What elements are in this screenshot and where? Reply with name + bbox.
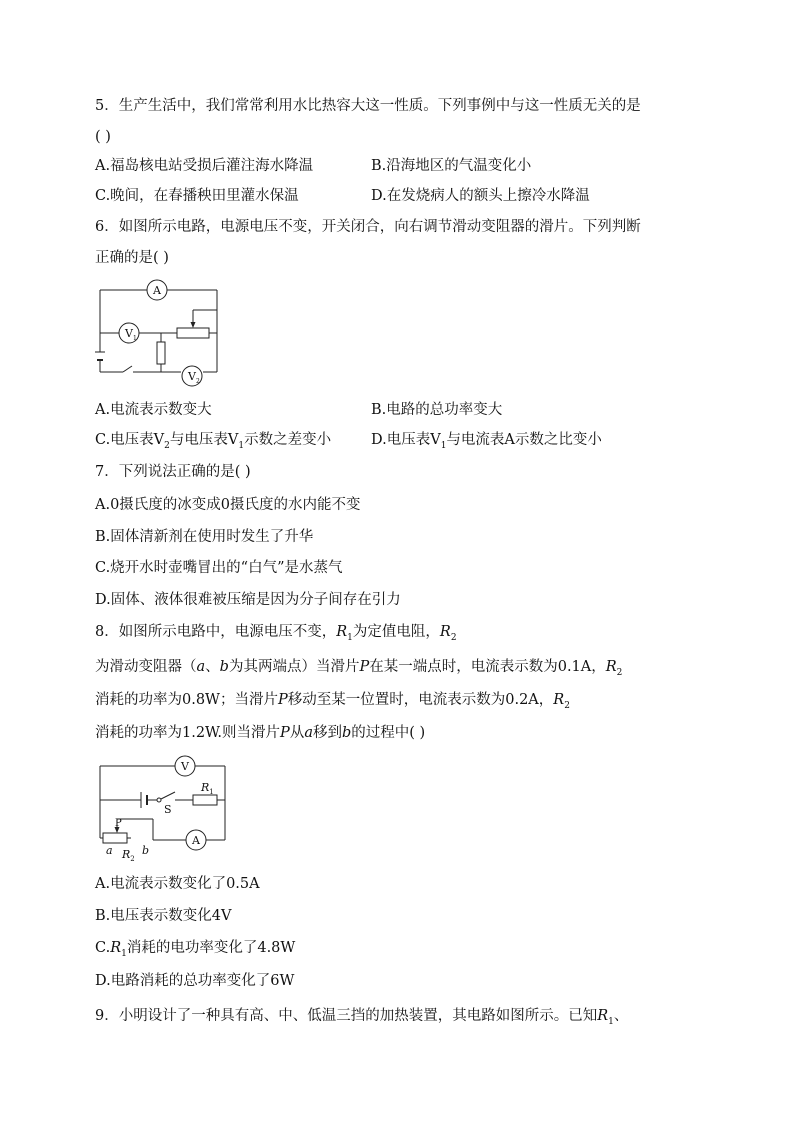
svg-text:R2 (121, 848, 135, 863)
q6-option-c: C.电压表$V_2$与电压表$V_1$示数之差变小 (95, 432, 332, 451)
q9-stem: 9．小明设计了一种具有高、中、低温三挡的加热装置，其电路如图所示。已知$R_1$、 (95, 1008, 629, 1027)
q8-option-d: D.电路消耗的总功率变化了6W (95, 973, 295, 989)
q8-end-b-label: b (142, 844, 150, 857)
svg-text:R1 (200, 781, 214, 796)
q8-circuit-diagram (95, 754, 235, 866)
q8-stem-line1: 8．如图所示电路中，电源电压不变，$R_1$为定值电阻，$R_2$ (95, 624, 457, 643)
q8-r1-sub: 1 (209, 788, 214, 796)
q7-option-b: B.固体清新剂在使用时发生了升华 (95, 529, 314, 545)
q5-blank: ( ) (95, 129, 111, 145)
q7-option-d: D.固体、液体很难被压缩是因为分子间存在引力 (95, 592, 401, 608)
q6-option-d: D.电压表$V_1$与电流表A示数之比变小 (371, 432, 602, 451)
q6-option-a: A.电流表示数变大 (95, 402, 212, 418)
q6-v1-sub: 1 (132, 335, 137, 342)
q6-option-b: B.电路的总功率变大 (371, 402, 503, 418)
q6-v2-label: V (188, 370, 196, 383)
q8-switch-label: S (164, 803, 172, 816)
q6-stem-line1: 6．如图所示电路，电源电压不变，开关闭合，向右调节滑动变阻器的滑片。下列判断 (95, 219, 641, 235)
q6-v1-label: V (125, 327, 133, 340)
q8-option-c: $C.R_1$消耗的电功率变化了4.8W (95, 940, 296, 959)
q6-rheostat (177, 328, 209, 338)
q8-r2-label: R (122, 848, 131, 861)
q8-option-a: A.电流表示数变化了0.5A (95, 876, 260, 892)
q5-option-d: D.在发烧病人的额头上擦冷水降温 (371, 188, 590, 204)
q5-option-b: B.沿海地区的气温变化小 (371, 158, 532, 174)
q8-voltmeter-label: V (181, 760, 189, 773)
q8-end-a-label: a (106, 844, 113, 857)
svg-text:V1 (124, 327, 137, 342)
q5-option-c: C.晚间，在春播秧田里灌水保温 (95, 188, 299, 204)
q8-slider-label: P (115, 818, 122, 829)
q6-stem-line2: 正确的是( ) (95, 250, 169, 266)
q6-v2-sub: 2 (195, 378, 200, 385)
q8-stem-line4: 消耗的功率为1.2W.则当滑片P从a移到b的过程中( ) (95, 725, 426, 741)
q7-option-c: C.烧开水时壶嘴冒出的“白气”是水蒸气 (95, 560, 343, 576)
q7-option-a: A.0摄氏度的冰变成0摄氏度的水内能不变 (95, 497, 361, 513)
q8-resistor-r1 (193, 795, 217, 805)
q6-circuit-diagram (95, 276, 225, 391)
q6-fixed-resistor (157, 342, 165, 364)
q8-r1-label: R (201, 781, 210, 794)
q8-stem-line3: 消耗的功率为0.8W；当滑片P移动至某一位置时，电流表示数为0.2A，$R_2$ (95, 692, 570, 711)
q8-option-b: B.电压表示数变化4V (95, 908, 232, 924)
q8-ammeter-label: A (192, 834, 200, 847)
q6-ammeter-label: A (153, 284, 161, 297)
q8-stem-line2: 为滑动变阻器（a、b为其两端点）当滑片P在某一端点时，电流表示数为0.1A，$R_2$ (95, 659, 623, 678)
q5-stem: 5．生产生活中，我们常常利用水比热容大这一性质。下列事例中与这一性质无关的是 (95, 98, 641, 114)
q8-r2-sub: 2 (130, 855, 135, 863)
q8-rheostat-r2 (103, 833, 127, 843)
q5-option-a: A.福岛核电站受损后灌注海水降温 (95, 158, 314, 174)
q7-stem: 7．下列说法正确的是( ) (95, 464, 251, 480)
svg-text:V2 (187, 370, 200, 385)
